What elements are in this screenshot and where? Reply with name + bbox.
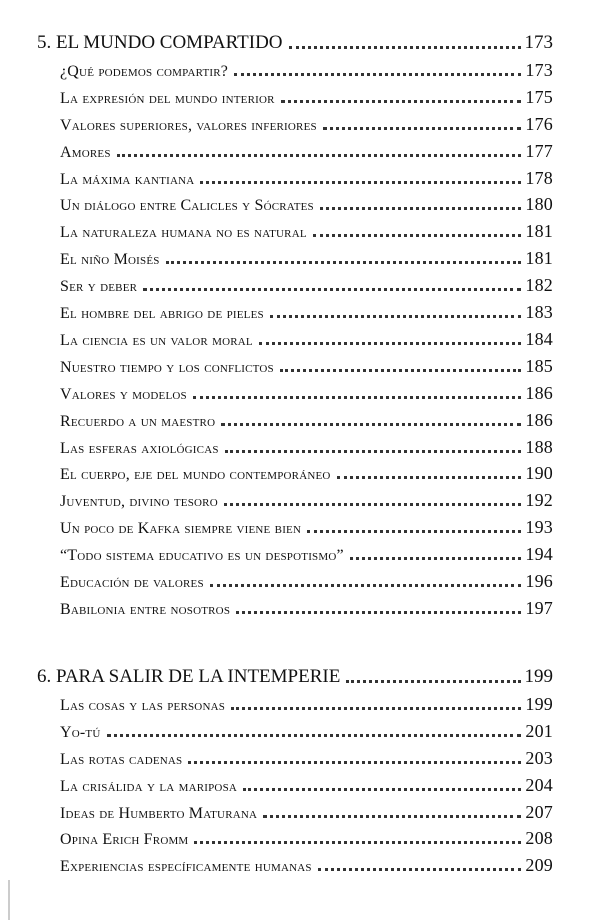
toc-entry [60,716,553,742]
toc-entry-title: Las esferas axiológicas [60,439,219,457]
dot-leader [194,841,521,844]
toc-entry-page-number: 199 [525,693,553,714]
toc-entry [60,823,553,849]
toc-entry-page-number: 201 [525,720,553,741]
toc-entry [60,189,553,215]
dot-leader [221,423,521,426]
toc-entry-page-number: 207 [525,801,553,822]
dot-leader [346,680,520,683]
dot-leader [318,868,522,871]
dot-leader [236,611,521,614]
toc-entry-page-number: 194 [525,544,553,565]
toc-entry [60,163,553,189]
toc-entry-title: Amores [60,143,111,161]
dot-leader [289,46,521,49]
toc-entry [60,324,553,350]
dot-leader [263,815,521,818]
toc-entry [60,539,553,565]
dot-leader [210,584,522,587]
dot-leader [200,181,521,184]
toc-entry-title: Valores superiores, valores inferiores [60,116,317,134]
toc-entry-title: El hombre del abrigo de pieles [60,305,264,322]
dot-leader [143,288,521,291]
toc-entry-title: Recuerdo a un maestro [60,412,216,430]
dot-leader [225,450,522,453]
toc-entry-page-number: 209 [525,855,553,876]
toc-entry [60,593,553,619]
toc-entry-title: Opina Erich Fromm [60,831,189,849]
toc-entry-page-number: 186 [525,409,553,430]
dot-leader [320,207,522,210]
toc-entry-title: Nuestro tiempo y los conflictos [60,358,274,376]
toc-entry-title: La naturaleza humana no es natural [60,224,307,242]
toc-entry [60,770,553,796]
chapter-heading [37,662,553,688]
toc-entry-title: Las cosas y las personas [60,696,226,714]
dot-leader [234,73,521,76]
toc-entry-page-number: 181 [525,248,553,269]
toc-entry-page-number: 175 [525,86,553,107]
margin-line [8,880,10,920]
dot-leader [350,557,522,560]
toc-entry-page-number: 196 [525,571,553,591]
toc-entry [60,270,553,296]
toc-entry-title: La máxima kantiana [60,170,195,188]
toc-entry-title: Ser y deber [60,278,138,296]
dot-leader [259,342,522,345]
chapter-heading-title: 5. EL MUNDO COMPARTIDO [37,32,283,53]
toc-entry [60,109,553,135]
toc-entry-page-number: 181 [525,221,553,242]
toc-entry [60,55,553,81]
toc-entry-title: Ideas de Humberto Maturana [60,804,258,822]
toc-entry-title: Babilonia entre nosotros [60,600,231,618]
dot-leader [313,234,522,237]
dot-leader [281,100,522,103]
dot-leader [193,396,522,399]
dot-leader [231,707,521,710]
toc-entry [60,797,553,823]
chapter-heading-page-number: 173 [524,32,553,53]
dot-leader [243,788,521,791]
toc-entry-page-number: 208 [525,828,553,849]
dot-leader [337,476,522,479]
toc-entry [60,82,553,108]
toc-entry-page-number: 176 [525,113,553,134]
dot-leader [188,761,521,764]
toc-entry [60,405,553,431]
toc-entry-title: Valores y modelos [60,385,187,403]
toc-entry-page-number: 193 [525,517,553,538]
toc-entry-page-number: 190 [525,463,553,484]
toc-entry [60,378,553,404]
toc-entry-title: La expresión del mundo interior [60,89,275,107]
toc-entry-page-number: 183 [525,302,553,322]
dot-leader [280,369,522,372]
toc-entry [60,243,553,269]
dot-leader [307,530,521,533]
toc-entry-title: La ciencia es un valor moral [60,331,253,349]
dot-leader [270,315,522,318]
toc-entry [60,566,553,592]
toc-entry [60,432,553,458]
dot-leader [323,127,522,130]
toc-entry [60,216,553,242]
toc-entry [60,850,553,876]
toc-entry-title: Las rotas cadenas [60,750,183,768]
toc-entry-title: “Todo sistema educativo es un despotismo” [60,547,344,565]
toc-entry-page-number: 186 [525,382,553,403]
toc-entry-page-number: 203 [525,747,553,768]
toc-entry-page-number: 192 [525,490,553,511]
dot-leader [166,261,522,264]
toc-entry-page-number: 173 [525,59,553,80]
toc-entry-page-number: 204 [525,774,553,795]
toc-entry [60,689,553,715]
toc-entry [60,351,553,377]
toc-entry-page-number: 197 [525,597,553,618]
toc-entry-title: Un diálogo entre Calicles y Sócrates [60,197,314,215]
toc-entry [60,512,553,538]
dot-leader [117,154,522,157]
toc-entry-page-number: 180 [525,194,553,215]
toc-entry-page-number: 182 [525,275,553,296]
toc-entry-page-number: 178 [525,167,553,188]
toc-entry-title: Juventud, divino tesoro [60,493,218,511]
toc-entry-page-number: 184 [525,328,553,349]
toc-entry [60,136,553,162]
toc-entry-title: ¿Qué podemos compartir? [60,62,229,80]
chapter-heading [37,28,553,54]
toc-entry [60,458,553,484]
toc-entry-title: Yo-tú [60,723,101,741]
toc-entry-page-number: 177 [525,140,553,161]
chapter-heading-title: 6. PARA SALIR DE LA INTEMPERIE [37,666,341,687]
toc-entry-page-number: 185 [525,355,553,376]
toc-entry-title: El cuerpo, eje del mundo contemporáneo [60,466,331,484]
toc-entry-title: El niño Moisés [60,251,160,269]
dot-leader [107,734,522,737]
toc-entry [60,743,553,769]
toc-entry-title: Experiencias específicamente humanas [60,858,312,876]
toc-entry-title: La crisálida y la mariposa [60,777,238,795]
chapter-heading-page-number: 199 [524,666,553,687]
toc-entry [60,485,553,511]
toc-entry-page-number: 188 [525,436,553,457]
toc-entry-title: Un poco de Kafka siempre viene bien [60,520,302,538]
dot-leader [224,503,522,506]
toc-entry-title: Educación de valores [60,574,204,591]
toc-entry [60,297,553,323]
